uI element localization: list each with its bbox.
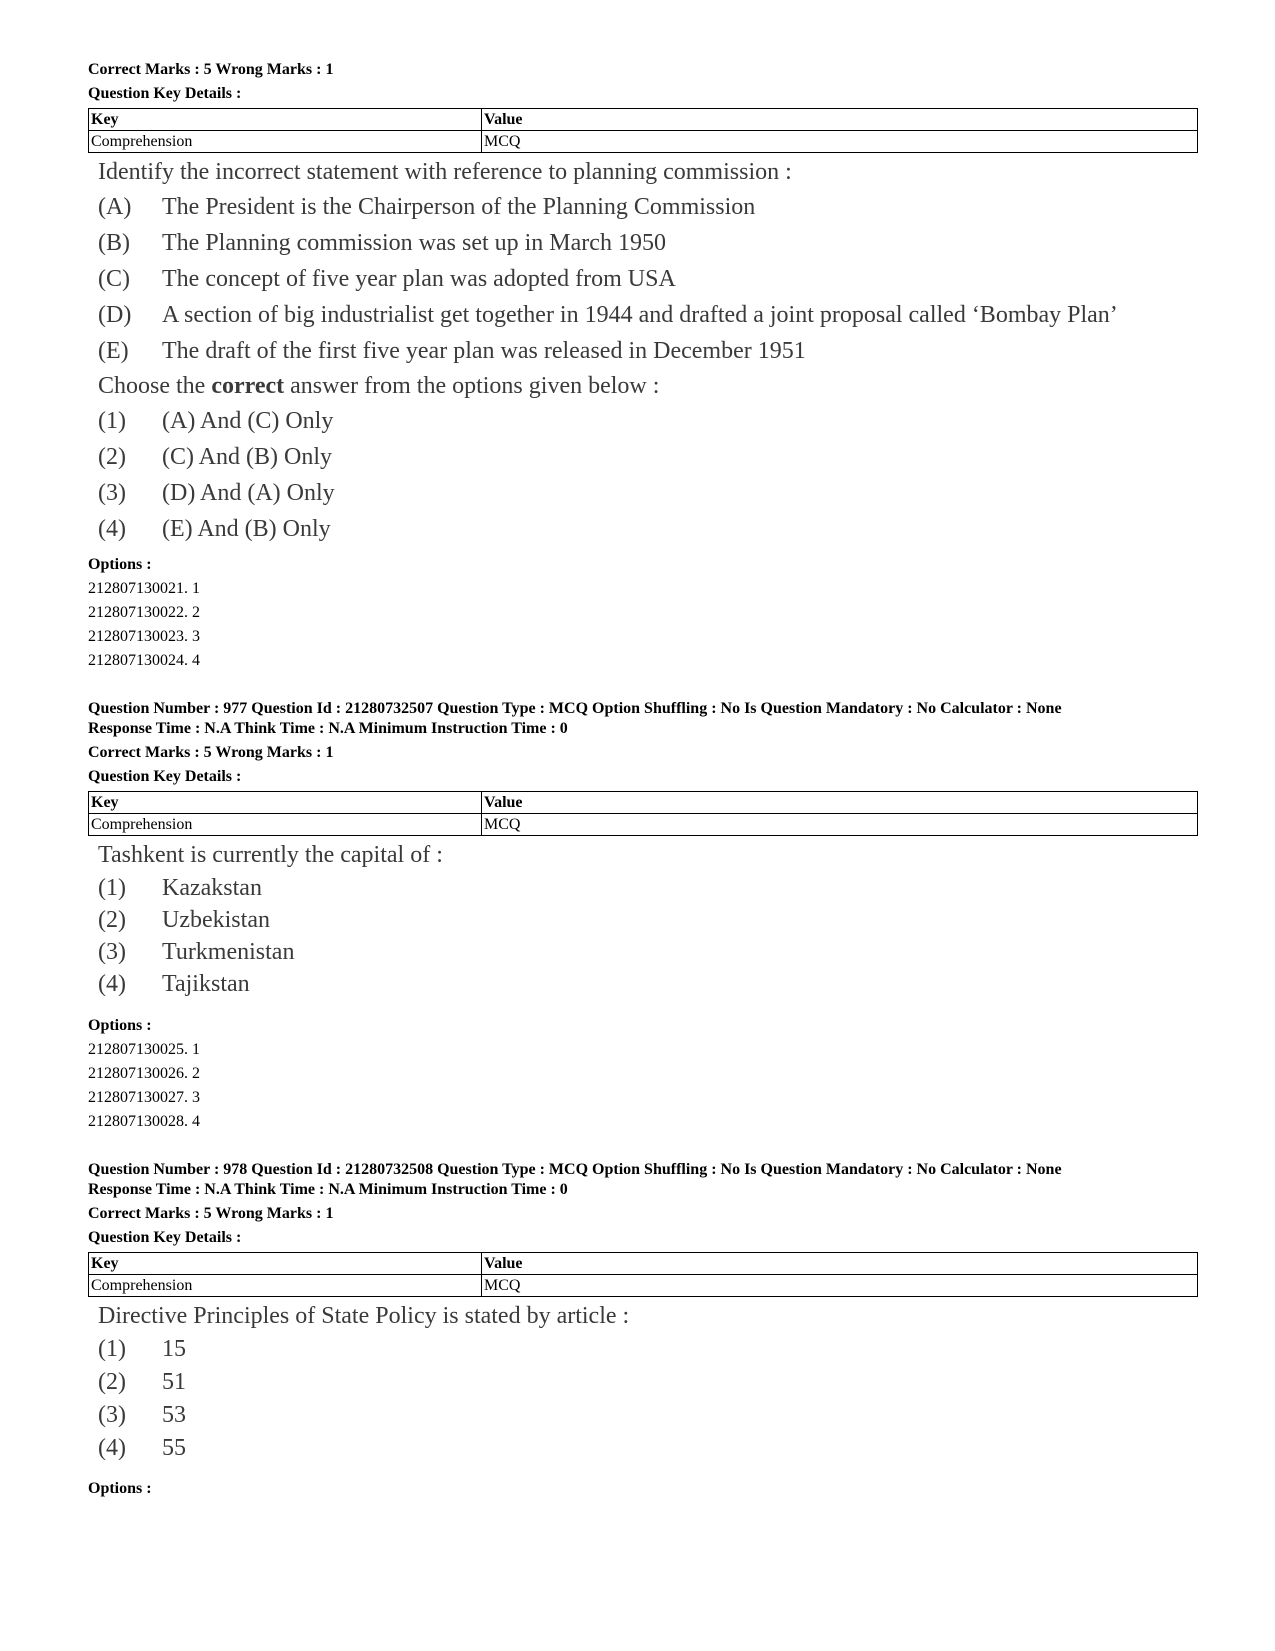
key-details-label: Question Key Details : [88,1229,242,1246]
answer-row: (2) 51 [98,1369,186,1395]
answer-row: (2) (C) And (B) Only [98,444,332,470]
table-cell-value: MCQ [482,131,1198,153]
answer-row: (1) 15 [98,1336,186,1362]
answer-row: (4) 55 [98,1435,186,1461]
table-header-key: Key [89,792,482,814]
table-cell-value: MCQ [482,814,1198,836]
option-item: 212807130023. 3 [88,628,200,645]
key-details-label: Question Key Details : [88,85,242,102]
key-details-table [88,791,1198,836]
option-item: 212807130027. 3 [88,1089,200,1106]
question-stem: Directive Principles of State Policy is stated by article : [98,1303,630,1329]
statement-row: (D) A section of big industrialist get together in 1944 and drafted a joint proposal called ‘Bombay Plan’ [98,302,1118,328]
answer-row: (3) Turkmenistan [98,939,295,965]
marks-line: Correct Marks : 5 Wrong Marks : 1 [88,744,334,761]
statement-row: (C) The concept of five year plan was adopted from USA [98,266,676,292]
question-977-block [88,699,1198,1134]
answer-row: (4) Tajikstan [98,971,250,997]
question-timing: Response Time : N.A Think Time : N.A Minimum Instruction Time : 0 [88,720,568,737]
table-header-value: Value [482,792,1198,814]
option-item: 212807130025. 1 [88,1041,200,1058]
answer-row: (4) (E) And (B) Only [98,516,331,542]
question-image [88,1299,1198,1465]
options-label: Options : [88,1480,152,1497]
marks-line: Correct Marks : 5 Wrong Marks : 1 [88,61,334,78]
question-image [88,155,1198,547]
option-item: 212807130022. 2 [88,604,200,621]
statement-row: (A) The President is the Chairperson of the Planning Commission [98,194,756,220]
key-details-table [88,108,1198,153]
options-label: Options : [88,556,152,573]
question-976-block [88,60,1198,673]
options-list [88,1014,1198,1134]
question-header: Question Number : 977 Question Id : 21280732507 Question Type : MCQ Option Shuffling : No Is Question Mandatory : No Calculator : None [88,700,1062,717]
question-978-block [88,1160,1198,1501]
marks-line: Correct Marks : 5 Wrong Marks : 1 [88,1205,334,1222]
table-header-value: Value [482,109,1198,131]
question-header: Question Number : 978 Question Id : 21280732508 Question Type : MCQ Option Shuffling : No Is Question Mandatory : No Calculator : None [88,1161,1062,1178]
answer-row: (3) 53 [98,1402,186,1428]
option-item: 212807130028. 4 [88,1113,200,1130]
options-label: Options : [88,1017,152,1034]
options-list [88,1477,1198,1501]
question-timing: Response Time : N.A Think Time : N.A Minimum Instruction Time : 0 [88,1181,568,1198]
options-list [88,553,1198,673]
table-cell-key: Comprehension [89,131,482,153]
option-item: 212807130024. 4 [88,652,200,669]
table-cell-key: Comprehension [89,1275,482,1297]
table-header-value: Value [482,1253,1198,1275]
answer-row: (2) Uzbekistan [98,907,270,933]
answer-row: (1) Kazakstan [98,875,262,901]
question-image [88,838,1198,1000]
question-stem: Tashkent is currently the capital of : [98,842,443,868]
answer-row: (1) (A) And (C) Only [98,408,334,434]
statement-row: (B) The Planning commission was set up in March 1950 [98,230,666,256]
choose-instruction: Choose the correct answer from the options given below : [98,373,660,399]
table-header-key: Key [89,1253,482,1275]
key-details-table [88,1252,1198,1297]
option-item: 212807130026. 2 [88,1065,200,1082]
answer-row: (3) (D) And (A) Only [98,480,335,506]
document-page [88,60,1198,1501]
table-cell-value: MCQ [482,1275,1198,1297]
table-header-key: Key [89,109,482,131]
table-cell-key: Comprehension [89,814,482,836]
key-details-label: Question Key Details : [88,768,242,785]
statement-row: (E) The draft of the first five year plan was released in December 1951 [98,338,806,364]
question-stem: Identify the incorrect statement with reference to planning commission : [98,159,792,185]
option-item: 212807130021. 1 [88,580,200,597]
